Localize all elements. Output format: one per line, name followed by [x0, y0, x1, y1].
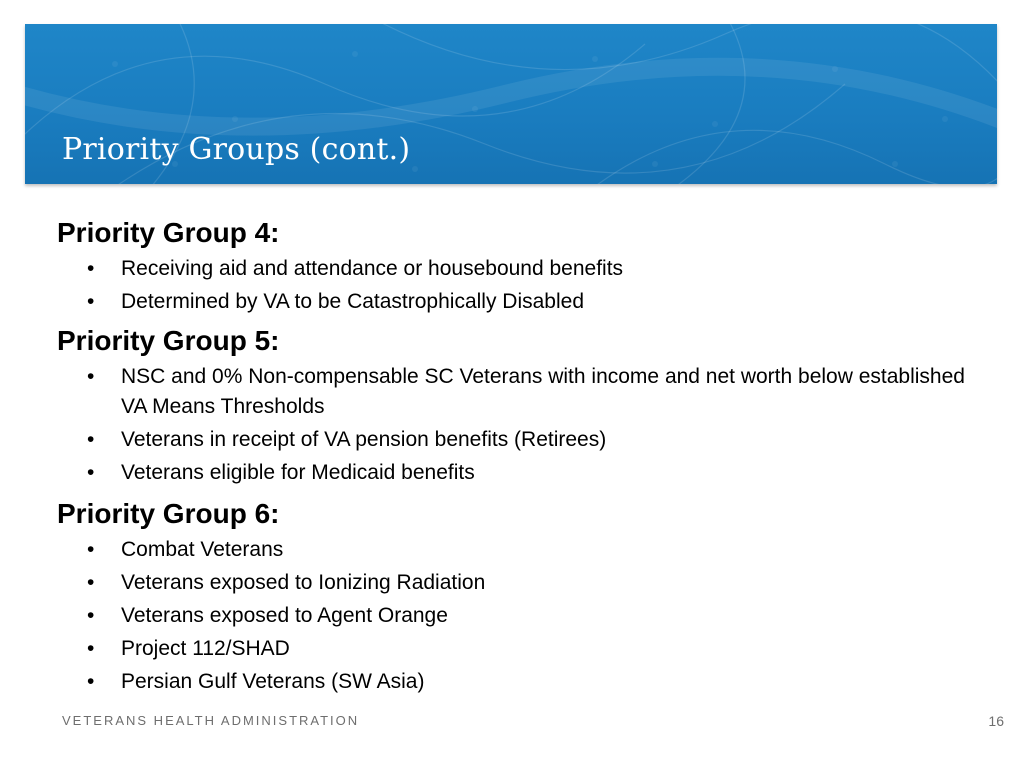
priority-group-6: [57, 496, 977, 697]
priority-group-5: [57, 323, 977, 488]
bullet-list: [57, 254, 977, 317]
list-item: • Determined by VA to be Catastrophically Disabled: [57, 287, 977, 317]
list-item: • Veterans in receipt of VA pension benefits (Retirees): [57, 425, 977, 455]
list-item: • Veterans exposed to Agent Orange: [57, 601, 977, 631]
list-item: • Project 112/SHAD: [57, 634, 977, 664]
list-item: • Receiving aid and attendance or housebound benefits: [57, 254, 977, 284]
bullet-list: [57, 535, 977, 697]
priority-group-4: [57, 215, 977, 317]
list-item: • NSC and 0% Non-compensable SC Veterans with income and net worth below established VA Means Thresholds: [57, 362, 977, 422]
group-heading: Priority Group 4:: [57, 217, 280, 248]
list-item: • Veterans eligible for Medicaid benefits: [57, 458, 977, 488]
header-banner: [25, 24, 997, 184]
bullet-list: [57, 362, 977, 488]
slide-title: Priority Groups (cont.): [62, 132, 411, 167]
page-number: 16: [988, 713, 1004, 729]
list-item: • Combat Veterans: [57, 535, 977, 565]
group-heading: Priority Group 6:: [57, 498, 280, 529]
group-heading: Priority Group 5:: [57, 325, 280, 356]
list-item: • Persian Gulf Veterans (SW Asia): [57, 667, 977, 697]
footer-organization: VETERANS HEALTH ADMINISTRATION: [62, 713, 360, 728]
slide-content: [57, 215, 977, 697]
list-item: • Veterans exposed to Ionizing Radiation: [57, 568, 977, 598]
